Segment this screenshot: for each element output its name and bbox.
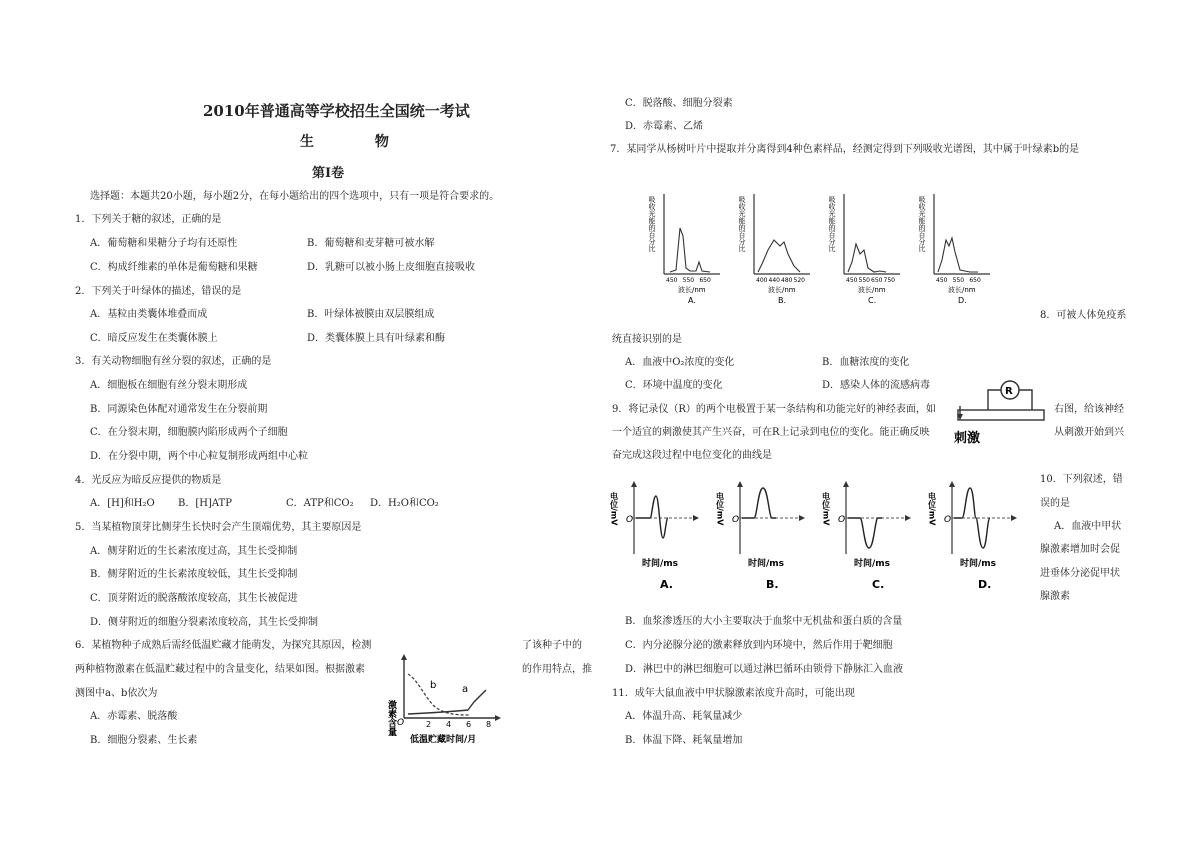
q10-option-d: D．淋巴中的淋巴细胞可以通过淋巴循环由锁骨下静脉汇入血液 — [625, 664, 904, 675]
q7-tick: 650 — [699, 277, 711, 284]
q4-option-c: C．ATP和CO₂ — [286, 498, 354, 509]
q1-option-d: D．乳糖可以被小肠上皮细胞直接吸收 — [307, 262, 476, 273]
q8-option-c: C．环境中温度的变化 — [625, 380, 723, 391]
q6-option-b: B．细胞分裂素、生长素 — [90, 735, 198, 746]
q6-stem-line3: 测图中a、b依次为 — [75, 688, 158, 699]
q6-stem-line2: 两种植物激素在低温贮藏过程中的含量变化，结果如图。根据激素 — [75, 664, 365, 675]
q9-panel-label: A. — [660, 578, 673, 591]
q10-option-c: C．内分泌腺分泌的激素释放到内环境中，然后作用于靶细胞 — [625, 640, 893, 651]
q10-stem-line1: 10．下列叙述，错 — [1040, 474, 1123, 485]
q8-option-a: A．血液中O₂浓度的变化 — [625, 357, 735, 368]
q7-tick: 750 — [883, 277, 895, 284]
q3-option-d: D．在分裂中期，两个中心粒复制形成两组中心粒 — [90, 451, 309, 462]
q9-stem-line1: 9．将记录仪（R）的两个电极置于某一条结构和功能完好的神经表面，如 — [612, 404, 936, 415]
q10-option-a-line4: 腺激素 — [1040, 591, 1070, 602]
q6-tick: 6 — [466, 720, 472, 729]
q7-ylabel: 吸收光能的百分比 — [648, 196, 656, 252]
q9-panel-label: D. — [978, 578, 992, 591]
q10-option-a-line2: 腺激素增加时会促 — [1040, 544, 1120, 555]
q7-xlabel: 波长/nm — [948, 286, 976, 294]
q9-origin: O — [732, 515, 740, 525]
q4-option-a: A．[H]和H₂O — [90, 498, 155, 509]
q7-spectrum-curve — [848, 244, 886, 272]
q9-xlabel: 时间/ms — [642, 559, 679, 569]
q6-label-b: b — [430, 680, 437, 691]
q10-option-b: B．血浆渗透压的大小主要取决于血浆中无机盐和蛋白质的含量 — [625, 616, 903, 627]
q9-origin: O — [838, 515, 846, 525]
q11-option-b: B．体温下降、耗氧量增加 — [625, 735, 743, 746]
q9-stem-line2: 一个适宜的刺激使其产生兴奋，可在R上记录到电位的变化。能正确反映 — [612, 427, 930, 438]
q7-panel — [828, 194, 900, 305]
q9-recorder-figure — [950, 378, 1050, 448]
q8-option-d: D．感染人体的流感病毒 — [822, 380, 931, 391]
q7-panel — [918, 194, 990, 305]
q6-curve-a — [408, 690, 486, 714]
q1-option-a: A．葡萄糖和果糖分子均有还原性 — [90, 238, 238, 249]
q4-option-b: B．[H]ATP — [178, 498, 232, 509]
q3-option-c: C．在分裂末期，细胞膜内陷形成两个子细胞 — [90, 427, 288, 438]
q7-panel-label: C. — [868, 296, 877, 305]
q7-tick: 450 — [936, 277, 948, 284]
q7-tick: 440 — [768, 277, 780, 284]
q7-tick: 650 — [969, 277, 981, 284]
q7-ylabel: 吸收光能的百分比 — [738, 196, 746, 252]
q9-potential-curve — [742, 488, 776, 518]
q9-panel-label: B. — [766, 578, 779, 591]
q7-xlabel: 波长/nm — [678, 286, 706, 294]
q9-panel — [610, 481, 700, 591]
q4-stem: 4．光反应为暗反应提供的物质是 — [75, 475, 222, 486]
q7-tick: 450 — [666, 277, 678, 284]
q10-stem-line2: 误的是 — [1040, 498, 1070, 509]
q7-tick: 550 — [858, 277, 870, 284]
q7-tick: 480 — [781, 277, 793, 284]
q7-xlabel: 波长/nm — [768, 286, 796, 294]
q2-option-c: C．暗反应发生在类囊体膜上 — [90, 333, 218, 344]
q6-stem-line1: 6．某植物种子成熟后需经低温贮藏才能萌发，为探究其原因，检测 — [75, 640, 372, 651]
q9-panel — [928, 481, 1018, 591]
q9-stem-line1-end: 右图，给该神经 — [1054, 404, 1124, 415]
q2-option-b: B．叶绿体被膜由双层膜组成 — [307, 309, 435, 320]
q7-stem: 7．某同学从杨树叶片中提取并分离得到4种色素样品，经测定得到下列吸收光谱图，其中属于叶绿素b的是 — [610, 144, 1080, 155]
q7-xlabel: 波长/nm — [858, 286, 886, 294]
q2-option-a: A．基粒由类囊体堆叠而成 — [90, 309, 208, 320]
q7-tick: 400 — [756, 277, 768, 284]
q7-spectrum-curve — [758, 240, 800, 272]
q4-option-d: D．H₂O和CO₂ — [370, 498, 439, 509]
q5-option-b: B．侧芽附近的生长素浓度较低，其生长受抑制 — [90, 569, 298, 580]
q9-ylabel: 电位/mV — [609, 492, 619, 526]
q8-stem-line2: 统直接识别的是 — [612, 334, 682, 345]
q9-stem-line3: 奋完成这段过程中电位变化的曲线是 — [612, 450, 772, 461]
q9-ylabel: 电位/mV — [821, 492, 831, 526]
q6-curve-b — [408, 674, 470, 715]
q9-xlabel: 时间/ms — [960, 559, 997, 569]
q7-spectra-figure — [650, 188, 1010, 308]
q6-xlabel: 低温贮藏时间/月 — [410, 735, 477, 745]
q9-panel-label: C. — [872, 578, 885, 591]
q10-option-a-line3: 进垂体分泌促甲状 — [1040, 568, 1120, 579]
q1-option-b: B．葡萄糖和麦芽糖可被水解 — [307, 238, 435, 249]
q6-stem-line1-end: 了该种子中的 — [522, 640, 582, 651]
q6-tick: 4 — [446, 720, 452, 729]
q9-potential-curves — [609, 478, 1032, 596]
q5-option-c: C．顶芽附近的脱落酸浓度较高，其生长被促进 — [90, 593, 298, 604]
q7-ylabel: 吸收光能的百分比 — [918, 196, 926, 252]
q5-stem: 5．当某植物顶芽比侧芽生长快时会产生顶端优势，其主要原因是 — [75, 522, 362, 533]
q3-option-b: B．同源染色体配对通常发生在分裂前期 — [90, 404, 268, 415]
q11-option-a: A．体温升高、耗氧量减少 — [625, 711, 743, 722]
q6-tick: 2 — [426, 720, 432, 729]
subject-title: 生 物 — [300, 134, 417, 150]
q1-option-c: C．构成纤维素的单体是葡萄糖和果糖 — [90, 262, 258, 273]
q2-option-d: D．类囊体膜上具有叶绿素和酶 — [307, 333, 446, 344]
q9-stimulus-label: 刺激 — [954, 431, 981, 446]
q7-panel-label: A. — [688, 296, 696, 305]
q8-stem-line1: 8．可被人体免疫系 — [1040, 310, 1127, 321]
q7-ylabel: 吸收光能的百分比 — [828, 196, 836, 252]
q7-panel-label: D. — [958, 296, 967, 305]
nerve-fiber — [958, 410, 1044, 420]
q6-label-a: a — [462, 684, 469, 695]
q9-origin: O — [626, 515, 634, 525]
volume-title: 第Ⅰ卷 — [312, 166, 345, 181]
q6-option-d: D．赤霉素、乙烯 — [625, 121, 704, 132]
q9-xlabel: 时间/ms — [748, 559, 785, 569]
q3-stem: 3．有关动物细胞有丝分裂的叙述，正确的是 — [75, 356, 272, 367]
q11-stem: 11．成年大鼠血液中甲状腺激素浓度升高时，可能出现 — [612, 688, 855, 699]
instructions: 选择题：本题共20小题，每小题2分，在每小题给出的四个选项中，只有一项是符合要求的。 — [90, 191, 500, 202]
q6-origin: O — [397, 718, 405, 728]
q7-panel — [738, 194, 810, 305]
q10-option-a-line1: A．血液中甲状 — [1054, 521, 1122, 532]
q6-option-a: A．赤霉素、脱落酸 — [90, 711, 178, 722]
q9-panel — [822, 481, 912, 591]
q7-tick: 650 — [871, 277, 883, 284]
q7-tick: 450 — [846, 277, 858, 284]
exam-title: 2010年普通高等学校招生全国统一考试 — [203, 102, 470, 120]
q5-option-a: A．侧芽附近的生长素浓度过高，其生长受抑制 — [90, 546, 298, 557]
q5-option-d: D．侧芽附近的细胞分裂素浓度较高，其生长受抑制 — [90, 617, 319, 628]
q9-stem-line2-end: 从刺激开始到兴 — [1054, 427, 1124, 438]
q9-potential-curve — [848, 518, 882, 548]
q9-ylabel: 电位/mV — [927, 492, 937, 526]
q6-tick: 8 — [486, 720, 492, 729]
q2-stem: 2．下列关于叶绿体的描述，错误的是 — [75, 286, 242, 297]
q9-panel — [716, 481, 806, 591]
q9-potential-curve — [636, 496, 668, 538]
q7-tick: 520 — [793, 277, 805, 284]
q7-spectrum-curve — [938, 238, 978, 272]
q9-xlabel: 时间/ms — [854, 559, 891, 569]
q8-option-b: B．血糖浓度的变化 — [822, 357, 910, 368]
q6-hormone-graph — [388, 652, 512, 744]
q7-spectrum-curve — [670, 228, 710, 272]
q7-tick: 550 — [682, 277, 695, 284]
q9-recorder-label: R — [1005, 386, 1013, 397]
q3-option-a: A．细胞板在细胞有丝分裂末期形成 — [90, 380, 248, 391]
q6-ylabel: 激素含量 — [386, 700, 396, 736]
q7-panel-label: B. — [778, 296, 787, 305]
q6-option-c: C．脱落酸、细胞分裂素 — [625, 98, 733, 109]
q6-stem-line2-end: 的作用特点，推 — [522, 664, 592, 675]
q1-stem: 1．下列关于糖的叙述，正确的是 — [75, 214, 222, 225]
q7-panel — [648, 194, 720, 305]
q9-ylabel: 电位/mV — [715, 492, 725, 526]
q9-origin: O — [944, 515, 952, 525]
q7-tick: 550 — [952, 277, 965, 284]
